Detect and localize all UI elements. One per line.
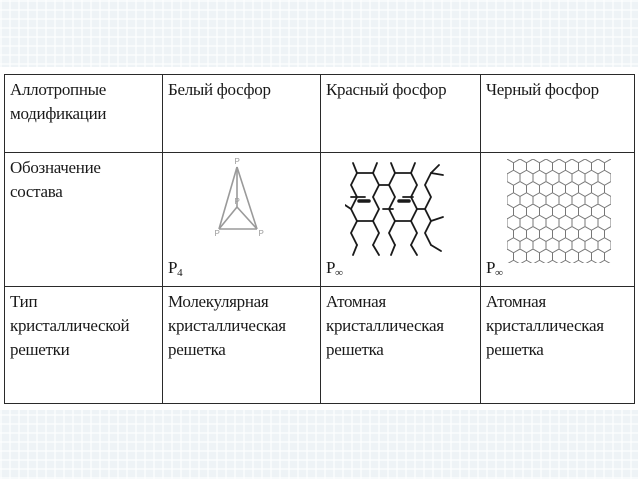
- lattice-black-cell: [481, 287, 635, 404]
- black-formula: $P_\infty$: [486, 258, 503, 279]
- tetra-atom-left: P: [214, 229, 220, 238]
- header-red-cell: [321, 75, 481, 153]
- lattice-white: Молекулярная кристаллическая решетка: [168, 292, 286, 359]
- lattice-row: [5, 287, 635, 404]
- tetra-atom-top: P: [234, 157, 240, 166]
- composition-label-cell: [5, 153, 163, 287]
- header-black-cell: [481, 75, 635, 153]
- tetra-atom-right: P: [258, 229, 264, 238]
- black-phosphorus-layered-structure: [507, 159, 611, 269]
- composition-label: Обозначение состава: [10, 158, 101, 201]
- header-white-phosphorus: Белый фосфор: [168, 80, 271, 99]
- white-phosphorus-tetrahedron: [213, 157, 269, 239]
- phosphorus-allotropes-table: [4, 74, 635, 404]
- white-formula: $P_4$: [168, 258, 183, 279]
- red-formula: $P_\infty$: [326, 258, 343, 279]
- header-label-cell: [5, 75, 163, 153]
- black-structure-cell: [481, 153, 635, 287]
- tetra-atom-center: P: [234, 197, 240, 206]
- header-red-phosphorus: Красный фосфор: [326, 80, 447, 99]
- lattice-label: Тип кристаллической решетки: [10, 292, 130, 359]
- lattice-white-cell: [163, 287, 321, 404]
- composition-row: [5, 153, 635, 287]
- header-white-cell: [163, 75, 321, 153]
- red-phosphorus-chain-structure: [345, 155, 449, 267]
- lattice-label-cell: [5, 287, 163, 404]
- header-label: Аллотропные модификации: [10, 80, 107, 123]
- header-row: [5, 75, 635, 153]
- lattice-black: Атомная кристаллическая решетка: [486, 292, 604, 359]
- white-structure-cell: [163, 153, 321, 287]
- header-black-phosphorus: Черный фосфор: [486, 80, 599, 99]
- lattice-red-cell: [321, 287, 481, 404]
- slide: [0, 67, 638, 410]
- red-structure-cell: [321, 153, 481, 287]
- lattice-red: Атомная кристаллическая решетка: [326, 292, 444, 359]
